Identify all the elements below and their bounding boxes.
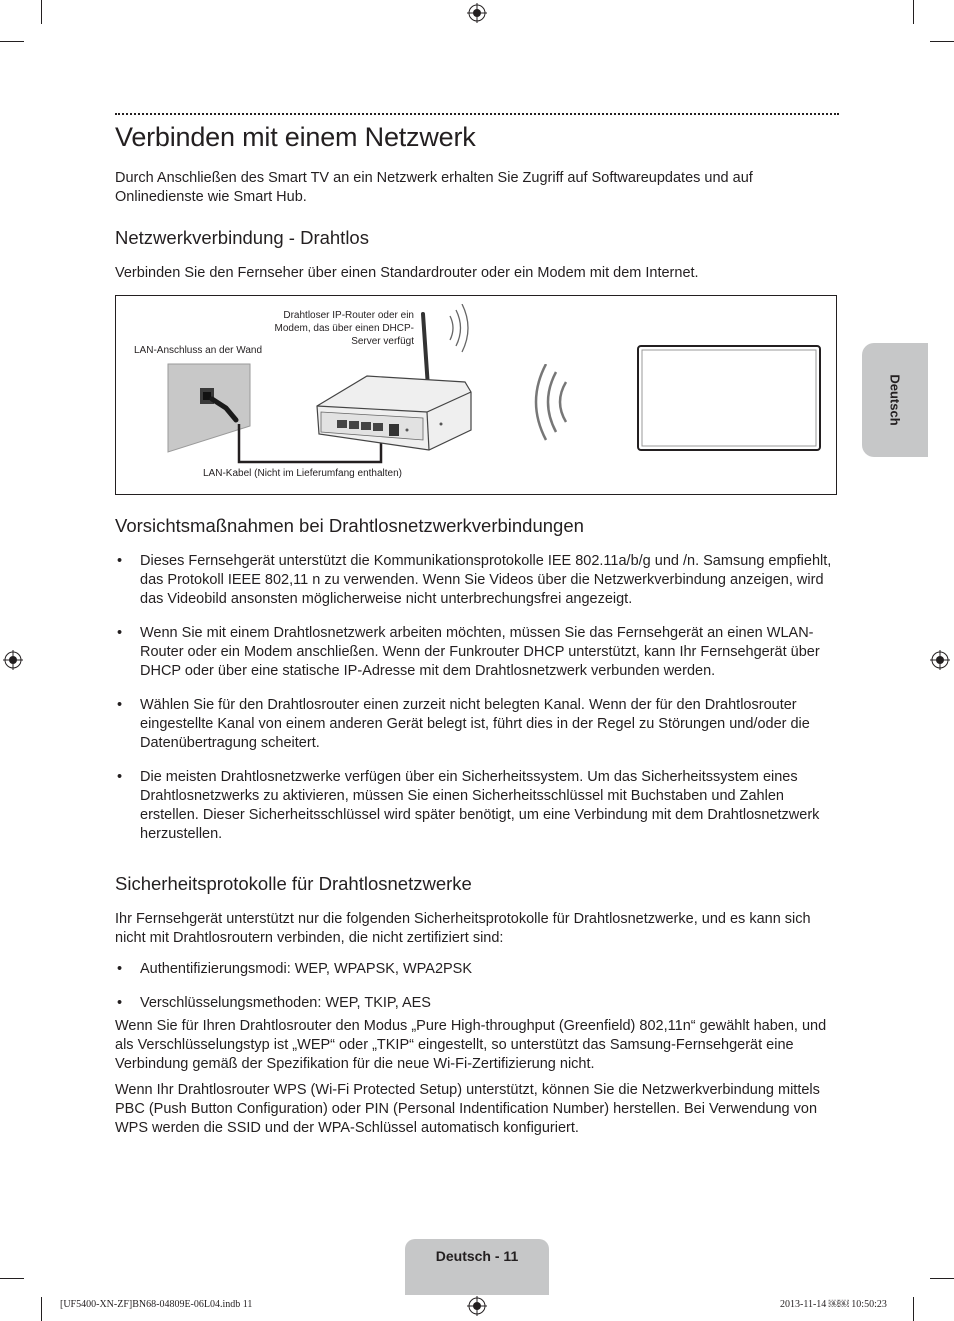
- print-slug-file: [UF5400-XN-ZF]BN68-04809E-06L04.indb 11: [60, 1299, 253, 1310]
- wifi-signal-icon: [446, 304, 478, 354]
- section-divider: [115, 113, 839, 115]
- precautions-list: [115, 552, 840, 844]
- wifi-signal-icon: [526, 364, 570, 442]
- crop-mark: [930, 41, 954, 42]
- list-item: • Authentifizierungsmodi: WEP, WPAPSK, WPA2PSK: [117, 961, 473, 977]
- registration-mark-icon: [3, 650, 23, 670]
- wireless-heading: Netzwerkverbindung - Drahtlos: [115, 227, 369, 248]
- wps-paragraph: Wenn Ihr Drahtlosrouter WPS (Wi-Fi Protected Setup) unterstützt, können Sie die Netzwerkverbindung mittels PBC (Push Button Configuration) oder PIN (Personal Indentification Number) herstellen. Bei Verwendung von WPS werden die SSID und der WPA-Schlüssel automatisch konfiguriert.: [115, 1082, 820, 1136]
- page-number-tab: [405, 1239, 549, 1295]
- intro-paragraph: Durch Anschließen des Smart TV an ein Netzwerk erhalten Sie Zugriff auf Softwareupdates und auf Onlinedienste wie Smart Hub.: [115, 170, 753, 205]
- crop-mark: [913, 0, 914, 24]
- crop-mark: [0, 1278, 24, 1279]
- list-item: • Die meisten Drahtlosnetzwerke verfügen über ein Sicherheitssystem. Um das Sicherheitssystem eines Drahtlosnetzwerks zu aktivieren, müssen Sie einen Sicherheitsschlüssel mit Buchstaben und Zahlen erstellen. Dieser Sicherheitsschlüssel wird später benötigt, um eine Verbindung mit dem Drahtlosnetzwerk herzustellen.: [117, 769, 820, 842]
- wall-port-label: LAN-Anschluss an der Wand: [134, 345, 263, 356]
- language-side-tab: [862, 343, 928, 457]
- wireless-text: Verbinden Sie den Fernseher über einen Standardrouter oder ein Modem mit dem Internet.: [115, 265, 699, 281]
- crop-mark: [930, 1278, 954, 1279]
- page-number: Deutsch - 11: [435, 1248, 519, 1264]
- greenfield-paragraph: Wenn Sie für Ihren Drahtlosrouter den Modus „Pure High-throughput (Greenfield) 802,11n“ gewählt haben, und als Verschlüsselungstyp ist „WEP“ oder „TKIP“ eingestellt, so unterstützt das Samsung-Fernsehgerät eine Verbindung gemäß der Spezifikation für die neue Wi-Fi-Zertifizierung nicht.: [115, 1018, 827, 1072]
- registration-mark-icon: [467, 1296, 487, 1316]
- crop-mark: [41, 1297, 42, 1321]
- security-heading: Sicherheitsprotokolle für Drahtlosnetzwerke: [115, 873, 472, 894]
- language-side-tab-label: Deutsch: [887, 374, 903, 426]
- registration-mark-icon: [467, 3, 487, 23]
- network-diagram: [115, 295, 837, 495]
- router-label: Drahtloser IP-Router oder ein Modem, das über einen DHCP- Server verfügt: [274, 310, 414, 347]
- registration-mark-icon: [930, 650, 950, 670]
- list-item: • Dieses Fernsehgerät unterstützt die Kommunikationsprotokolle IEE 802.11a/b/g und /n. Samsung empfiehlt, das Protokoll IEEE 802,11 n zu verwenden. Wenn Sie Videos über die Netzwerkverbindung anzeigen, wird das Videobild ansonsten möglicherweise nicht unterbrechungsfrei angezeigt.: [117, 553, 832, 607]
- page-title: Verbinden mit einem Netzwerk: [115, 122, 476, 152]
- precautions-heading: Vorsichtsmaßnahmen bei Drahtlosnetzwerkverbindungen: [115, 515, 584, 536]
- crop-mark: [913, 1297, 914, 1321]
- cable-label: LAN-Kabel (Nicht im Lieferumfang enthalten): [203, 468, 402, 479]
- list-item: • Verschlüsselungsmethoden: WEP, TKIP, AES: [117, 995, 431, 1011]
- print-slug-timestamp: 2013-11-14 ￼￼ 10:50:23: [780, 1299, 887, 1310]
- crop-mark: [41, 0, 42, 24]
- list-item: • Wenn Sie mit einem Drahtlosnetzwerk arbeiten möchten, müssen Sie das Fernsehgerät an einen WLAN-Router oder ein Modem anschließen. Wenn der Funkrouter DHCP unterstützt, kann Ihr Fernsehgerät über DHCP oder über eine statische IP-Adresse mit dem Drahtlosnetzwerk verbunden werden.: [117, 625, 820, 679]
- list-item: • Wählen Sie für den Drahtlosrouter einen zurzeit nicht belegten Kanal. Wenn der für den Drahtlosrouter eingestellte Kanal von einem anderen Gerät belegt ist, führt dies in der Regel zu Störungen und/oder die Datenübertragung scheitert.: [117, 697, 810, 751]
- tv-icon: [637, 345, 821, 451]
- security-list: [115, 960, 840, 1013]
- crop-mark: [0, 41, 24, 42]
- security-intro: Ihr Fernsehgerät unterstützt nur die folgenden Sicherheitsprotokolle für Drahtlosnetzwerke, und es kann sich nicht mit Drahtlosroutern verbinden, die nicht zertifiziert sind:: [115, 911, 811, 946]
